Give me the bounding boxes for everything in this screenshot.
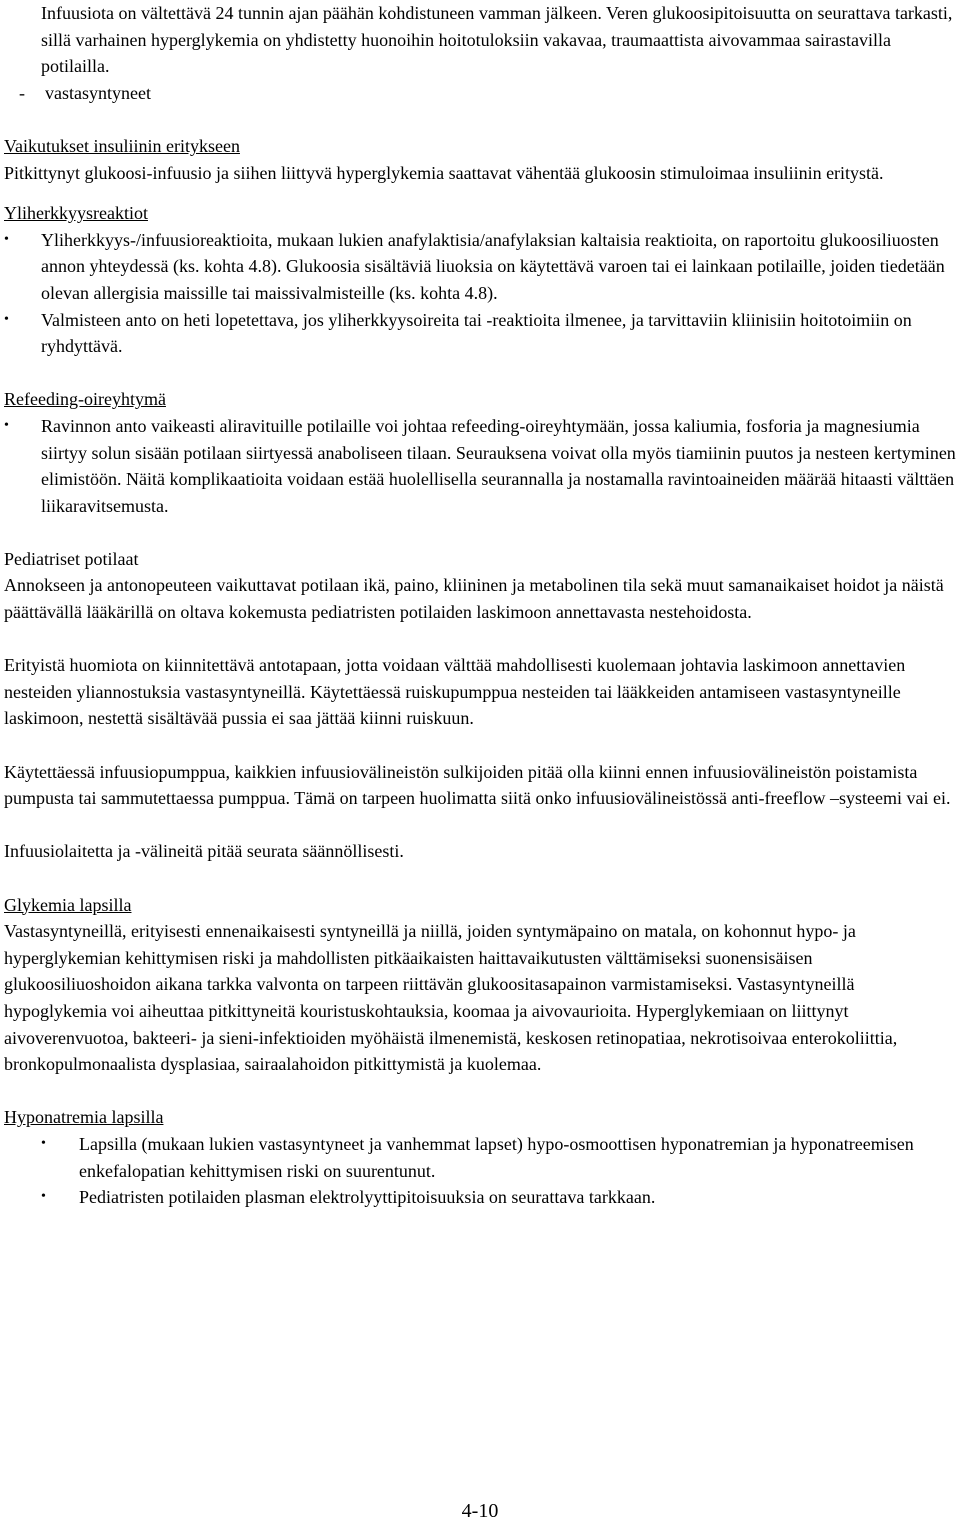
- list-item: • Ravinnon anto vaikeasti aliravituille potilaille voi johtaa refeeding-oireyhtymään, jossa kaliumia, fosforia ja magnesiumia siirtyy solun sisään potilaan siirtyessä anaboliseen tilaan. Seurauksena voivat olla myös tiamiinin puutos ja nesteen kertyminen elimistöön. Näitä komplikaatioita voidaan estää huolellisella seurannalla ja nostamalla ravintoaineiden määrää hitaasti välttäen liikaravitsemusta.: [4, 413, 956, 519]
- pediatric-paragraph-4: Infuusiolaitetta ja -välineitä pitää seurata säännöllisesti.: [4, 841, 404, 862]
- dash-list-item: [19, 80, 956, 107]
- insulin-paragraph: Pitkittynyt glukoosi-infuusio ja siihen liittyvä hyperglykemia saattavat vähentää glukoosin stimuloimaa insuliinin eritystä.: [4, 162, 884, 183]
- glycemia-paragraph: Vastasyntyneillä, erityisesti ennenaikaisesti syntyneillä ja niillä, joiden syntymäpaino on matala, on kohonnut hypo- ja hyperglykemian kehittymisen riski ja mahdollisten pitkäaikaisten haittavaikutusten välttämiseksi suonensisäisen glukoosiliuoshoidon aikana tarkka valvonta on tarpeen riittävän glukoositasapainon varmistamiseksi. Vastasyntyneillä hypoglykemia voi aiheuttaa pitkittyneitä kouristuskohtauksia, koomaa ja aivovaurioita. Hyperglykemiaan on liittynyt aivoverenvuotoa, bakteeri- ja sieni-infektioiden myöhäistä ilmenemistä, keskosen retinopatiaa, nekrotisoivaa enterokoliittia, bronkopulmonaalista dysplasiaa, sairaalahoidon pitkittymistä ja kuolemaa.: [4, 921, 898, 1075]
- refeeding-list: [4, 413, 956, 519]
- page-number: 4-10: [461, 1500, 499, 1522]
- bullet-icon: •: [4, 311, 9, 327]
- dash-item-text: vastasyntyneet: [45, 82, 151, 103]
- document-page: [4, 0, 956, 1211]
- hyponatremia-list: [4, 1131, 956, 1211]
- heading-insulin: Vaikutukset insuliinin eritykseen: [4, 135, 240, 156]
- list-item: • Yliherkkyys-/infuusioreaktioita, mukaan lukien anafylaktisia/anafylaksian kaltaisia reaktioita, on raportoitu glukoosiliuosten annon yhteydessä (ks. kohta 4.8). Glukoosia sisältäviä liuoksia on käytettävä varoen tai ei lainkaan potilaille, joiden tiedetään olevan allergisia maissille tai maissivalmisteille (ks. kohta 4.8).: [4, 227, 956, 307]
- list-item: • Lapsilla (mukaan lukien vastasyntyneet ja vanhemmat lapset) hypo-osmoottisen hyponatremian ja hyponatreemisen enkefalopatian kehittymisen riski on suurentunut.: [4, 1131, 956, 1184]
- bullet-icon: •: [4, 417, 9, 433]
- heading-glycemia: Glykemia lapsilla: [4, 894, 132, 915]
- heading-refeeding: Refeeding-oireyhtymä: [4, 389, 166, 410]
- heading-hypersensitivity: Yliherkkyysreaktiot: [4, 203, 148, 224]
- pediatric-paragraph-1: Annokseen ja antonopeuteen vaikuttavat potilaan ikä, paino, kliininen ja metabolinen tila sekä muut samanaikaiset hoidot ja näistä päättävällä lääkärillä on oltava kokemusta pediatristen potilaiden laskimoon annettavasta nestehoidosta.: [4, 575, 944, 623]
- heading-pediatric: Pediatriset potilaat: [4, 548, 139, 569]
- bullet-icon: •: [4, 231, 9, 247]
- list-item: • Valmisteen anto on heti lopetettava, jos yliherkkyysoireita tai -reaktioita ilmenee, ja tarvittaviin kliinisiin hoitotoimiin on ryhdyttävä.: [4, 307, 956, 360]
- bullet-icon: •: [41, 1189, 46, 1205]
- hypersensitivity-list: [4, 227, 956, 360]
- list-item: • Pediatristen potilaiden plasman elektrolyyttipitoisuuksia on seurattava tarkkaan.: [4, 1184, 956, 1211]
- heading-hyponatremia: Hyponatremia lapsilla: [4, 1107, 164, 1128]
- dash-marker: -: [19, 82, 25, 103]
- intro-paragraph: Infuusiota on vältettävä 24 tunnin ajan päähän kohdistuneen vamman jälkeen. Veren glukoosipitoisuutta on seurattava tarkasti, sillä varhainen hyperglykemia on yhdistetty huonoihin hoitotuloksiin vakavaa, traumaattista aivovammaa sairastavilla potilailla.: [41, 3, 953, 77]
- pediatric-paragraph-3: Käytettäessä infuusiopumppua, kaikkien infuusiovälineistön sulkijoiden pitää olla kiinni ennen infuusiovälineistön poistamista pumpusta tai sammutettaessa pumppua. Tämä on tarpeen huolimatta siitä onko infuusiovälineistössä anti-freeflow –systeemi vai ei.: [4, 761, 951, 809]
- bullet-icon: •: [41, 1135, 46, 1151]
- pediatric-paragraph-2: Erityistä huomiota on kiinnitettävä antotapaan, jotta voidaan välttää mahdollisesti kuolemaan johtavia laskimoon annettavien nesteiden yliannostuksia vastasyntyneillä. Käytettäessä ruiskupumppua nesteiden tai lääkkeiden antamiseen vastasyntyneille laskimoon, nestettä sisältävää pussia ei saa jättää kiinni ruiskuun.: [4, 655, 906, 729]
